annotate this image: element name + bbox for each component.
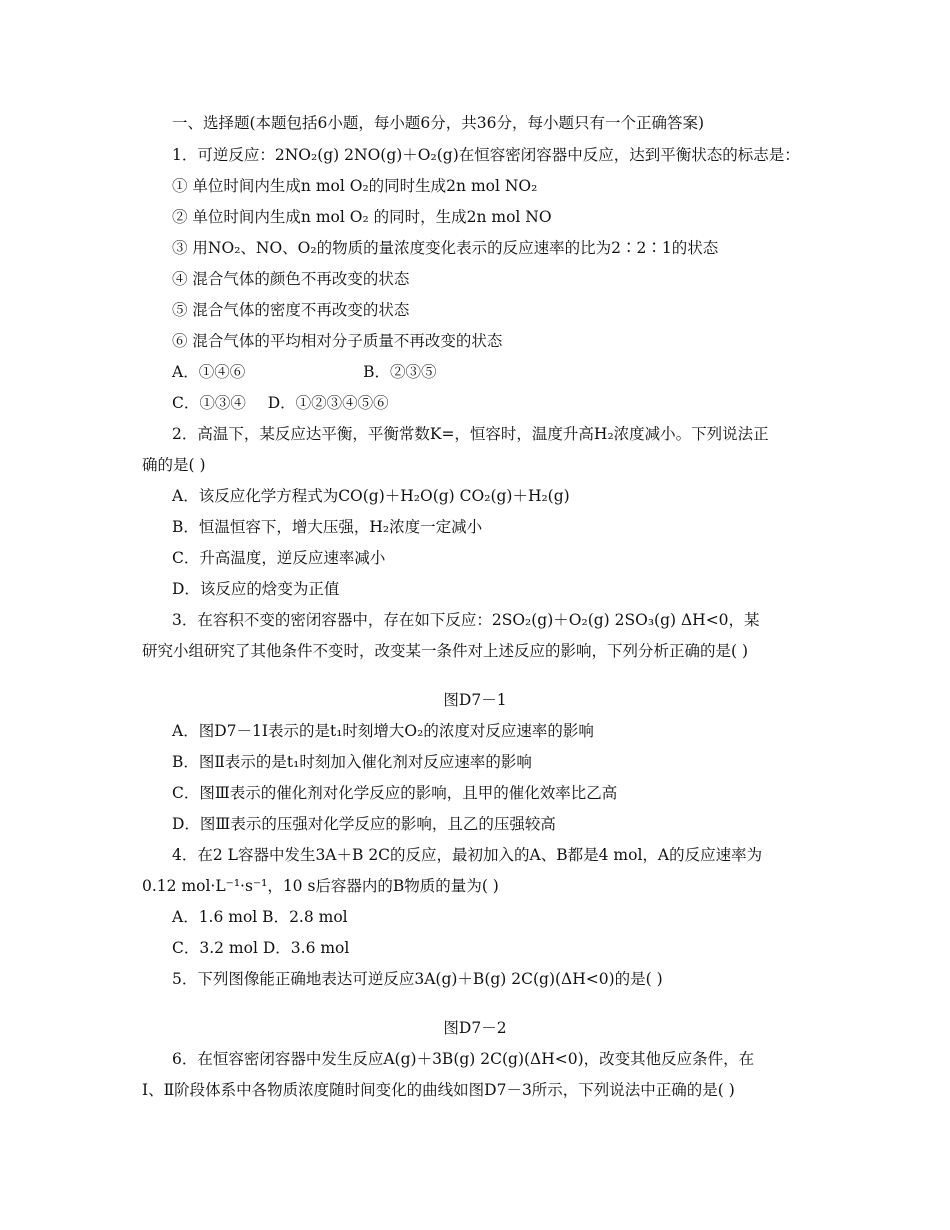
q1-item-3: ③ 用NO₂、NO、O₂的物质的量浓度变化表示的反应速率的比为2∶2∶1的状态 xyxy=(172,239,719,257)
section-header: 一、选择题(本题包括6小题，每小题6分，共36分，每小题只有一个正确答案) xyxy=(172,114,705,132)
q3-stem-line-2: 研究小组研究了其他条件不变时，改变某一条件对上述反应的影响，下列分析正确的是( ) xyxy=(142,642,749,660)
q1-options-row-2 xyxy=(172,393,389,413)
q1-options-row-1 xyxy=(172,362,436,382)
q6-stem-line-1: 6．在恒容密闭容器中发生反应A(g)＋3B(g) 2C(g)(ΔH<0)，改变其他反应条件，在 xyxy=(172,1050,755,1068)
q4-stem-line-1: 4．在2 L容器中发生3A＋B 2C的反应，最初加入的A、B都是4 mol，A的反应速率为 xyxy=(172,846,763,864)
q3-option-d: D．图Ⅲ表示的压强对化学反应的影响，且乙的压强较高 xyxy=(172,815,556,833)
q1-option-d: D．①②③④⑤⑥ xyxy=(267,394,389,412)
q1-stem: 1．可逆反应：2NO₂(g) 2NO(g)＋O₂(g)在恒容密闭容器中反应，达到平衡状态的标志是： xyxy=(172,146,800,164)
q3-stem-line-1: 3．在容积不变的密闭容器中，存在如下反应：2SO₂(g)＋O₂(g) 2SO₃(g) ΔH<0，某 xyxy=(172,611,760,629)
q4-stem-line-2: 0.12 mol·L⁻¹·s⁻¹，10 s后容器内的B物质的量为( ) xyxy=(142,877,499,895)
q2-option-b: B．恒温恒容下，增大压强，H₂浓度一定减小 xyxy=(172,518,483,536)
q2-option-c: C．升高温度，逆反应速率减小 xyxy=(172,549,386,567)
q1-item-6: ⑥ 混合气体的平均相对分子质量不再改变的状态 xyxy=(172,332,503,350)
q3-option-a: A．图D7－1Ⅰ表示的是t₁时刻增大O₂的浓度对反应速率的影响 xyxy=(172,722,594,740)
q3-figure-caption: 图D7－1 xyxy=(443,691,507,709)
q2-stem-line-1: 2．高温下，某反应达平衡，平衡常数K=，恒容时，温度升高H₂浓度减小。下列说法正 xyxy=(172,425,769,443)
q6-stem-line-2: Ⅰ、Ⅱ阶段体系中各物质浓度随时间变化的曲线如图D7－3所示，下列说法中正确的是( ) xyxy=(142,1081,735,1099)
q1-item-1: ① 单位时间内生成n mol O₂的同时生成2n mol NO₂ xyxy=(172,177,538,195)
q4-options-row-2: C．3.2 mol D．3.6 mol xyxy=(172,939,350,957)
q1-option-b: B．②③⑤ xyxy=(363,363,437,381)
q1-item-5: ⑤ 混合气体的密度不再改变的状态 xyxy=(172,301,410,319)
q4-options-row-1: A．1.6 mol B．2.8 mol xyxy=(172,908,348,926)
q2-stem-line-2: 确的是( ) xyxy=(142,456,206,474)
q3-option-b: B．图Ⅱ表示的是t₁时刻加入催化剂对反应速率的影响 xyxy=(172,753,532,771)
q3-option-c: C．图Ⅲ表示的催化剂对化学反应的影响，且甲的催化效率比乙高 xyxy=(172,784,618,802)
q2-option-d: D．该反应的焓变为正值 xyxy=(172,580,340,598)
q2-option-a: A．该反应化学方程式为CO(g)＋H₂O(g) CO₂(g)＋H₂(g) xyxy=(172,487,570,505)
q5-figure-caption: 图D7－2 xyxy=(443,1019,507,1037)
q1-item-4: ④ 混合气体的颜色不再改变的状态 xyxy=(172,270,410,288)
q1-option-a: A．①④⑥ xyxy=(172,363,246,381)
q5-stem: 5．下列图像能正确地表达可逆反应3A(g)＋B(g) 2C(g)(ΔH<0)的是( ) xyxy=(172,970,663,988)
q1-item-2: ② 单位时间内生成n mol O₂ 的同时，生成2n mol NO xyxy=(172,208,552,226)
q1-option-c: C．①③④ xyxy=(172,394,246,412)
